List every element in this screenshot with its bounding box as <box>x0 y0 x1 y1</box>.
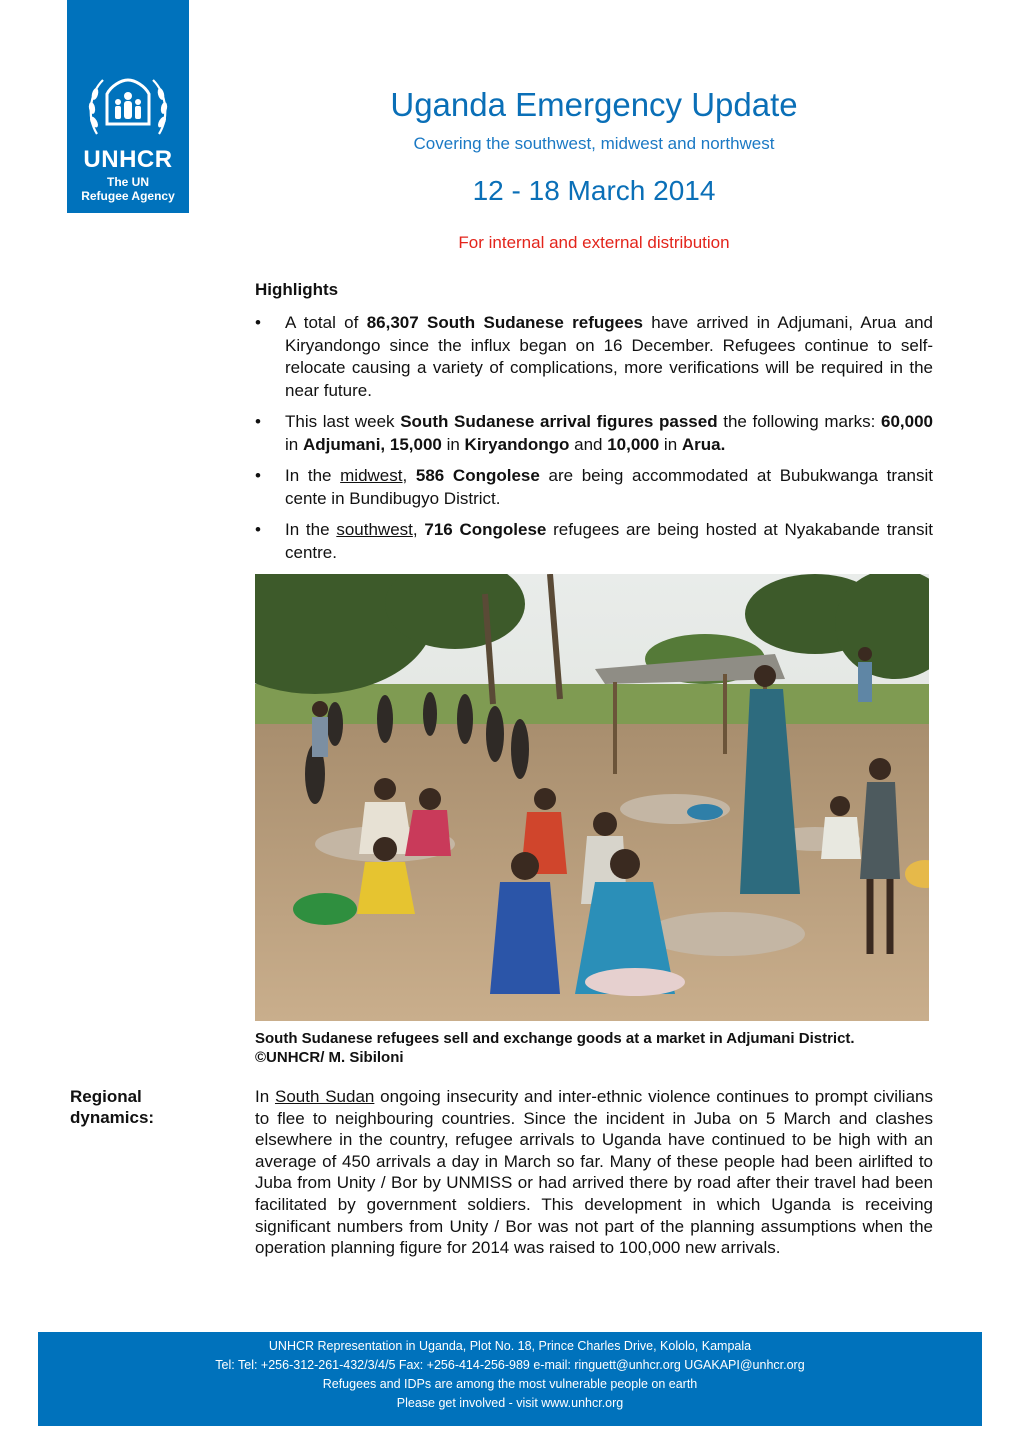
text-segment: This last week <box>285 412 401 431</box>
text-segment: A total of <box>285 313 367 332</box>
photo-caption <box>255 1029 933 1067</box>
footer-address: UNHCR Representation in Uganda, Plot No. 18, Prince Charles Drive, Kololo, Kampala <box>268 1339 752 1353</box>
unhcr-emblem-icon <box>85 72 171 144</box>
logo-subtitle-line1: The UN <box>107 175 149 189</box>
bold-segment: 10,000 <box>607 434 660 454</box>
caption-line: South Sudanese refugees sell and exchange goods at a market in Adjumani District. <box>255 1030 855 1047</box>
bold-segment: 586 Congolese <box>415 466 540 485</box>
text-segment: in <box>441 434 465 454</box>
underlined-segment: southwest <box>336 520 413 539</box>
page-subtitle: Covering the southwest, midwest and northwest <box>413 134 775 153</box>
regional-dynamics-label <box>70 1086 154 1128</box>
market-scene-illustration <box>255 574 929 1021</box>
highlight-item <box>255 312 933 402</box>
text-segment: have arrived in Adjumani, Arua and Kiryandongo since the influx began on 16 December. Refugees continue to self-relocate causing a variety of complications, more verifications will be required in the near future. <box>285 313 933 400</box>
unhcr-logo <box>67 0 189 213</box>
page-title: Uganda Emergency Update <box>390 86 798 123</box>
highlight-item <box>255 465 933 510</box>
bold-segment: Adjumani, 15,000 <box>302 434 442 454</box>
bold-segment: South Sudanese arrival figures passed <box>400 412 718 431</box>
text-segment: are being accommodated at Bubukwanga transit cente in Bundibugyo District. <box>285 466 933 508</box>
footer-contact: Tel: Tel: +256-312-261-432/3/4/5 Fax: +256-414-256-989 e-mail: ringuett@unhcr.org UGAKAPI@unhcr.org <box>215 1358 805 1372</box>
date-range: 12 - 18 March 2014 <box>472 175 716 206</box>
bold-segment: 716 Congolese <box>424 520 547 539</box>
distribution-note: For internal and external distribution <box>458 233 730 252</box>
text-segment: and <box>569 434 608 454</box>
bold-segment: 60,000 <box>880 412 933 431</box>
label-line: Regional <box>70 1087 142 1106</box>
highlight-item <box>255 519 933 564</box>
text-segment: , <box>412 520 425 539</box>
footer-tagline: Refugees and IDPs are among the most vulnerable people on earth <box>322 1377 698 1391</box>
text-segment: refugees are being hosted at Nyakabande transit centre. <box>285 520 933 562</box>
highlights-heading: Highlights <box>255 280 339 299</box>
bold-segment: 86,307 South Sudanese refugees <box>366 313 643 332</box>
logo-subtitle-line2: Refugee Agency <box>81 189 175 203</box>
bold-segment: Arua. <box>681 434 726 454</box>
text-segment: , <box>402 466 416 485</box>
text-segment: In <box>255 1087 275 1106</box>
south-sudan-link: South Sudan <box>274 1087 375 1106</box>
footer-cta: Please get involved - visit www.unhcr.org <box>396 1396 624 1410</box>
underlined-segment: midwest <box>340 466 403 485</box>
text-segment: In the <box>285 466 341 485</box>
text-segment: in <box>659 434 682 454</box>
text-segment: the following marks: <box>717 412 881 431</box>
logo-subtitle <box>67 175 189 203</box>
highlight-item <box>255 411 933 456</box>
logo-name: UNHCR <box>83 146 173 173</box>
regional-dynamics-text <box>255 1086 933 1259</box>
bold-segment: Kiryandongo <box>464 434 570 454</box>
text-segment: In the <box>285 520 337 539</box>
text-segment: ongoing insecurity and inter-ethnic violence continues to prompt civilians to flee to neighbouring countries. Since the incident in Juba on 5 March and clashes elsewhere in the country, refugee arrivals to Uganda have continued to be high with an average of 450 arrivals a day in March so far. Many of these people had been airlifted to Juba from Unity / Bor by UNMISS or had arrived there by road after their travel had been facilitated by government soldiers. This development in which Uganda is receiving significant numbers from Unity / Bor was not part of the planning assumptions when the operation planning figure for 2014 was raised to 100,000 new arrivals. <box>255 1087 933 1258</box>
market-photo <box>255 574 929 1021</box>
highlights-list <box>255 312 933 573</box>
label-line: dynamics: <box>70 1108 155 1127</box>
footer <box>38 1332 982 1426</box>
photo-credit: ©UNHCR/ M. Sibiloni <box>255 1049 404 1066</box>
text-segment: in <box>285 434 303 454</box>
